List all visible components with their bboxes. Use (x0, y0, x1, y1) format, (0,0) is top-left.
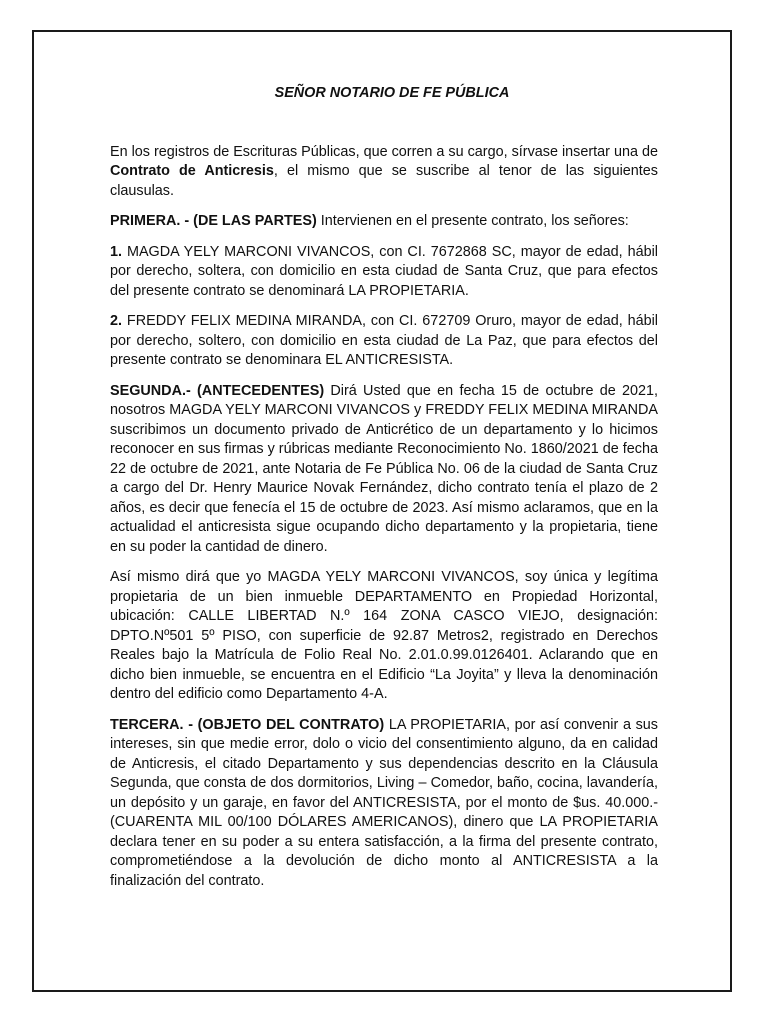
clause-segunda-continued (110, 568, 658, 705)
contract-name: Contrato de Anticresis (110, 163, 274, 179)
party-1-text: MAGDA YELY MARCONI VIVANCOS, con CI. 7672868 SC, mayor de edad, hábil por derecho, soltera, con domicilio en esta ciudad de Santa Cruz, que para efectos del presente contrato se denominará LA PROPIETARIA. (110, 243, 658, 299)
clause-segunda-continued-text: Así mismo dirá que yo MAGDA YELY MARCONI VIVANCOS, soy única y legítima propietaria de un bien inmueble DEPARTAMENTO en Propiedad Horizontal, ubicación: CALLE LIBERTAD N.º 164 ZONA CASCO VIEJO, designación: DPTO.Nº501 5º PISO, con superficie de 92.87 Metros2, registrado en Derechos Reales bajo la Matrícula de Folio Real No. 2.01.0.99.0126401. Aclarando que en dicho bien inmueble, se encuentra en el Edificio “La Joyita” y lleva la denominación dentro del edificio como Departamento 4-A. (110, 569, 658, 702)
party-2-text: FREDDY FELIX MEDINA MIRANDA, con CI. 672709 Oruro, mayor de edad, hábil por derecho, soltero, con domicilio en esta ciudad de La Paz, que para efectos del presente contrato se denominara EL ANTICRESISTA. (110, 313, 658, 368)
clause-primera-heading: PRIMERA. - (DE LAS PARTES) (110, 213, 317, 229)
clause-primera-text: Intervienen en el presente contrato, los señores: (316, 213, 629, 229)
intro-text-end: , el mismo que se suscribe al tenor de las siguientes clausulas. (110, 163, 658, 199)
clause-segunda-text: Dirá Usted que en fecha 15 de octubre de 2021, nosotros MAGDA YELY MARCONI VIVANCOS y FREDDY FELIX MEDINA MIRANDA suscribimos un documento privado de Anticrético de un departamento y lo hicimos reconocer en sus firmas y rúbricas mediante Reconocimiento No. 1860/2021 de fecha 22 de octubre de 2021, ante Notaria de Fe Pública No. 06 de la ciudad de Santa Cruz a cargo del Dr. Henry Maurice Novak Fernández, dicho contrato tenía el plazo de 2 años, es decir que fenecía el 15 de octubre de 2023. Así mismo aclaramos, que en la actualidad el anticresista sigue ocupando dicho departamento y la propietaria, tiene en su poder la cantidad de dinero. (110, 382, 658, 555)
clause-tercera (110, 716, 658, 892)
clause-tercera-text: LA PROPIETARIA, por así convenir a sus intereses, sin que medie error, dolo o vicio del consentimiento alguno, da en calidad de Anticresis, el citado Departamento y sus dependencias descrito en la Cláusula Segunda, que consta de dos dormitorios, Living – Comedor, baño, cocina, lavandería, un depósito y un garaje, en favor del ANTICRESISTA, por el monto de $us. 40.000.- (CUARENTA MIL 00/100 DÓLARES AMERICANOS), dinero que LA PROPIETARIA declara tener en su poder a su entera satisfacción, a la firma del presente contrato, comprometiéndose a la devolución de dicho monto al ANTICRESISTA a la finalización del contrato. (110, 716, 658, 889)
clause-primera (110, 212, 658, 232)
clause-segunda-heading: SEGUNDA.- (ANTECEDENTES) (110, 382, 325, 399)
party-1 (110, 243, 658, 302)
clause-tercera-heading: TERCERA. - (OBJETO DEL CONTRATO) (110, 716, 385, 733)
intro-text: En los registros de Escrituras Públicas, que corren a su cargo, sírvase insertar una de (110, 143, 658, 160)
clause-segunda (110, 382, 658, 558)
party-2-number: 2. (110, 313, 123, 329)
party-2 (110, 312, 658, 371)
document-title: SEÑOR NOTARIO DE FE PÚBLICA (274, 85, 510, 101)
document-body (110, 84, 658, 902)
intro-paragraph (110, 143, 658, 202)
party-1-number: 1. (110, 243, 123, 260)
